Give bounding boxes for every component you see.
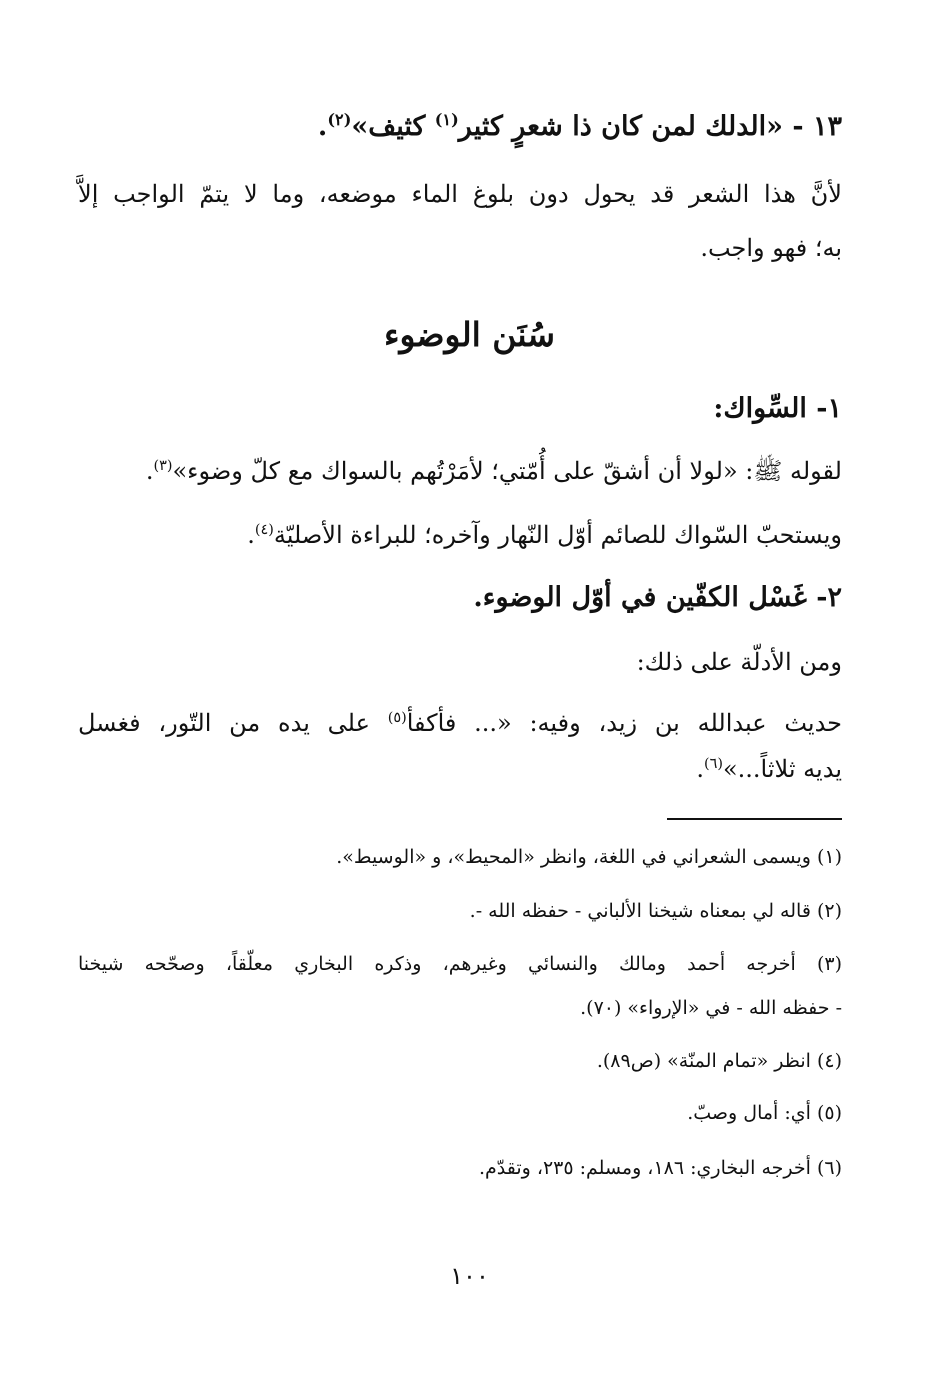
- footnote-ref-2[interactable]: (٢): [327, 110, 352, 129]
- section13-paragraph-line-1: لأنَّ هذا الشعر قد يحول دون بلوغ الماء موضعه، وما لا يتمّ الواجب إلاَّ: [78, 180, 842, 208]
- section-title-sunan: سُنَن الوضوء: [383, 315, 556, 354]
- item1-line-2-text: ويستحبّ السّواك للصائم أوّل النّهار وآخره؛ للبراءة الأصليّة: [273, 521, 842, 549]
- item1-line-2-end: .: [247, 521, 255, 549]
- item2-line-1: ومن الأدلّة على ذلك:: [636, 648, 842, 676]
- section13-paragraph-line-2: به؛ فهو واجب.: [700, 234, 842, 262]
- item2-line-3-text: يديه ثلاثاً...»: [722, 755, 842, 783]
- item1-line-1-end: .: [145, 457, 154, 485]
- section13-heading-text-2: كثيف»: [351, 111, 435, 142]
- page-number: ١٠٠: [450, 1262, 489, 1290]
- footnote-ref-4[interactable]: (٤): [254, 522, 274, 538]
- item2-line-2-text-b: على يده من التّور، فغسل: [78, 709, 388, 737]
- footnote-ref-1[interactable]: (١): [434, 110, 459, 129]
- footnote-ref-5[interactable]: (٥): [387, 710, 407, 726]
- footnote-ref-3[interactable]: (٣): [153, 458, 173, 474]
- item2-line-2: [78, 709, 842, 737]
- footnote-4: (٤) انظر «تمام المنّة» (ص٨٩).: [596, 1050, 842, 1072]
- section13-heading-end: .: [317, 111, 328, 142]
- footnote-ref-6[interactable]: (٦): [704, 756, 723, 772]
- footnote-5: (٥) أي: أمال وصبّ.: [687, 1102, 842, 1124]
- footnote-6: (٦) أخرجه البخاري: ١٨٦، ومسلم: ٢٣٥، وتقدّم.: [478, 1157, 842, 1179]
- section13-heading-text: ١٣ - «الدلك لمن كان ذا شعرٍ كثير: [458, 111, 842, 142]
- item2-line-2-text-a: حديث عبدالله بن زيد، وفيه: «... فأكفأ: [406, 709, 843, 737]
- footnote-2: (٢) قاله لي بمعناه شيخنا الألباني - حفظه الله -.: [469, 900, 842, 922]
- item2-line-3-end: .: [696, 755, 704, 783]
- item2-line-3: [696, 755, 842, 783]
- item1-line-1: [146, 456, 842, 491]
- footnote-3-continued: - حفظه الله - في «الإرواء» (٧٠).: [580, 997, 842, 1019]
- section13-heading: [318, 110, 842, 142]
- item1-heading: ١- السِّواك:: [713, 393, 842, 424]
- item1-line-1-text: لقوله ﷺ: «لولا أن أشقّ على أُمّتي؛ لأمَرْتُهم بالسواك مع كلّ وضوء»: [172, 457, 842, 485]
- footnote-separator: [667, 818, 842, 820]
- footnote-3: (٣) أخرجه أحمد ومالك والنسائي وغيرهم، وذكره البخاري معلّقاً، وصحّحه شيخنا: [78, 953, 842, 975]
- item1-line-2: [247, 521, 842, 549]
- footnote-1: (١) ويسمى الشعراني في اللغة، وانظر «المحيط»، و «الوسيط».: [336, 846, 842, 868]
- item2-heading: ٢- غَسْل الكفّين في أوّل الوضوء.: [473, 582, 842, 613]
